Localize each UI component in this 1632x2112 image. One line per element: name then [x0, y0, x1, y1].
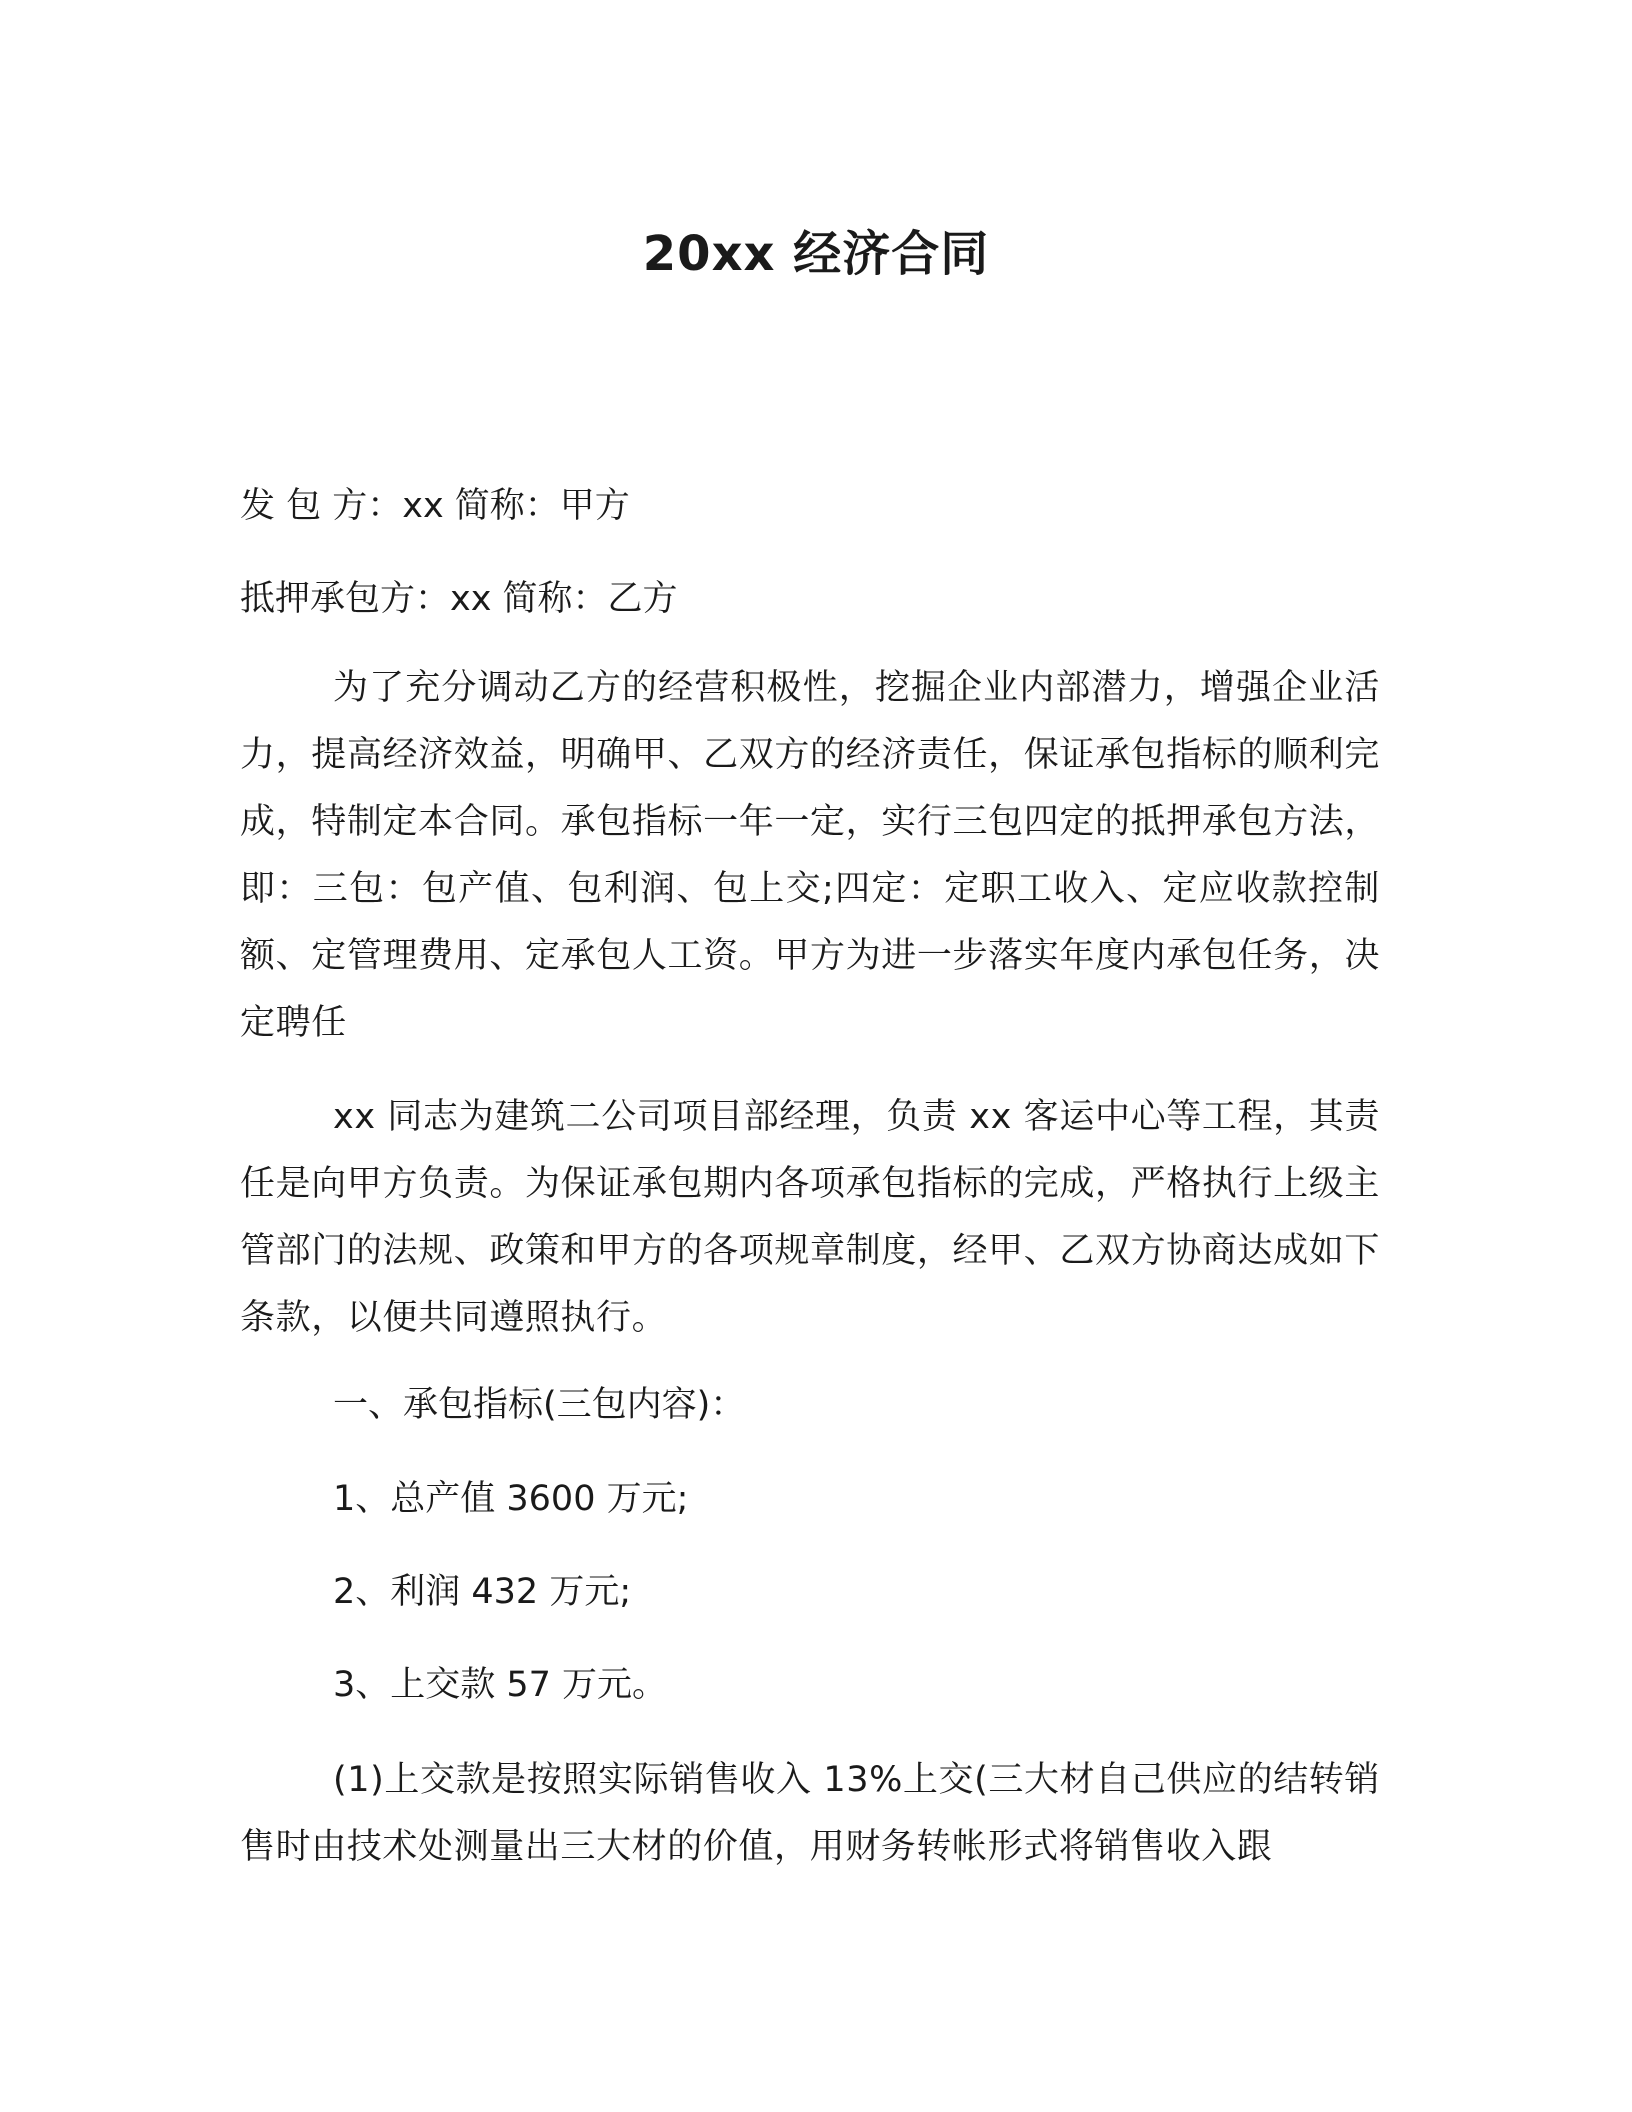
section-heading: 一、承包指标(三包内容)： [333, 1385, 746, 1425]
list-item: 2、利润 432 万元; [333, 1572, 632, 1612]
party-b-line: 抵押承包方：xx 简称：乙方 [240, 579, 678, 619]
manager-paragraph: xx 同志为建筑二公司项目部经理，负责 xx 客运中心等工程，其责任是向甲方负责。为保证承包期内各项承包指标的完成，严格执行上级主管部门的法规、政策和甲方的各项规章制度，经甲、乙双方协商达成如下条款，以便共同遵照执行。 [240, 1097, 1380, 1338]
payment-paragraph: (1)上交款是按照实际销售收入 13%上交(三大材自己供应的结转销售时由技术处测量出三大材的价值，用财务转帐形式将销售收入跟 [240, 1760, 1380, 1867]
list-item: 1、总产值 3600 万元; [333, 1479, 689, 1519]
party-a-line: 发 包 方：xx 简称：甲方 [240, 486, 630, 526]
document-title: 20xx 经济合同 [642, 226, 990, 282]
intro-paragraph: 为了充分调动乙方的经营积极性，挖掘企业内部潜力，增强企业活力，提高经济效益，明确甲、乙双方的经济责任，保证承包指标的顺利完成，特制定本合同。承包指标一年一定，实行三包四定的抵押承包方法，即：三包：包产值、包利润、包上交;四定：定职工收入、定应收款控制额、定管理费用、定承包人工资。甲方为进一步落实年度内承包任务，决定聘任 [240, 668, 1380, 1043]
list-item: 3、上交款 57 万元。 [333, 1665, 668, 1705]
